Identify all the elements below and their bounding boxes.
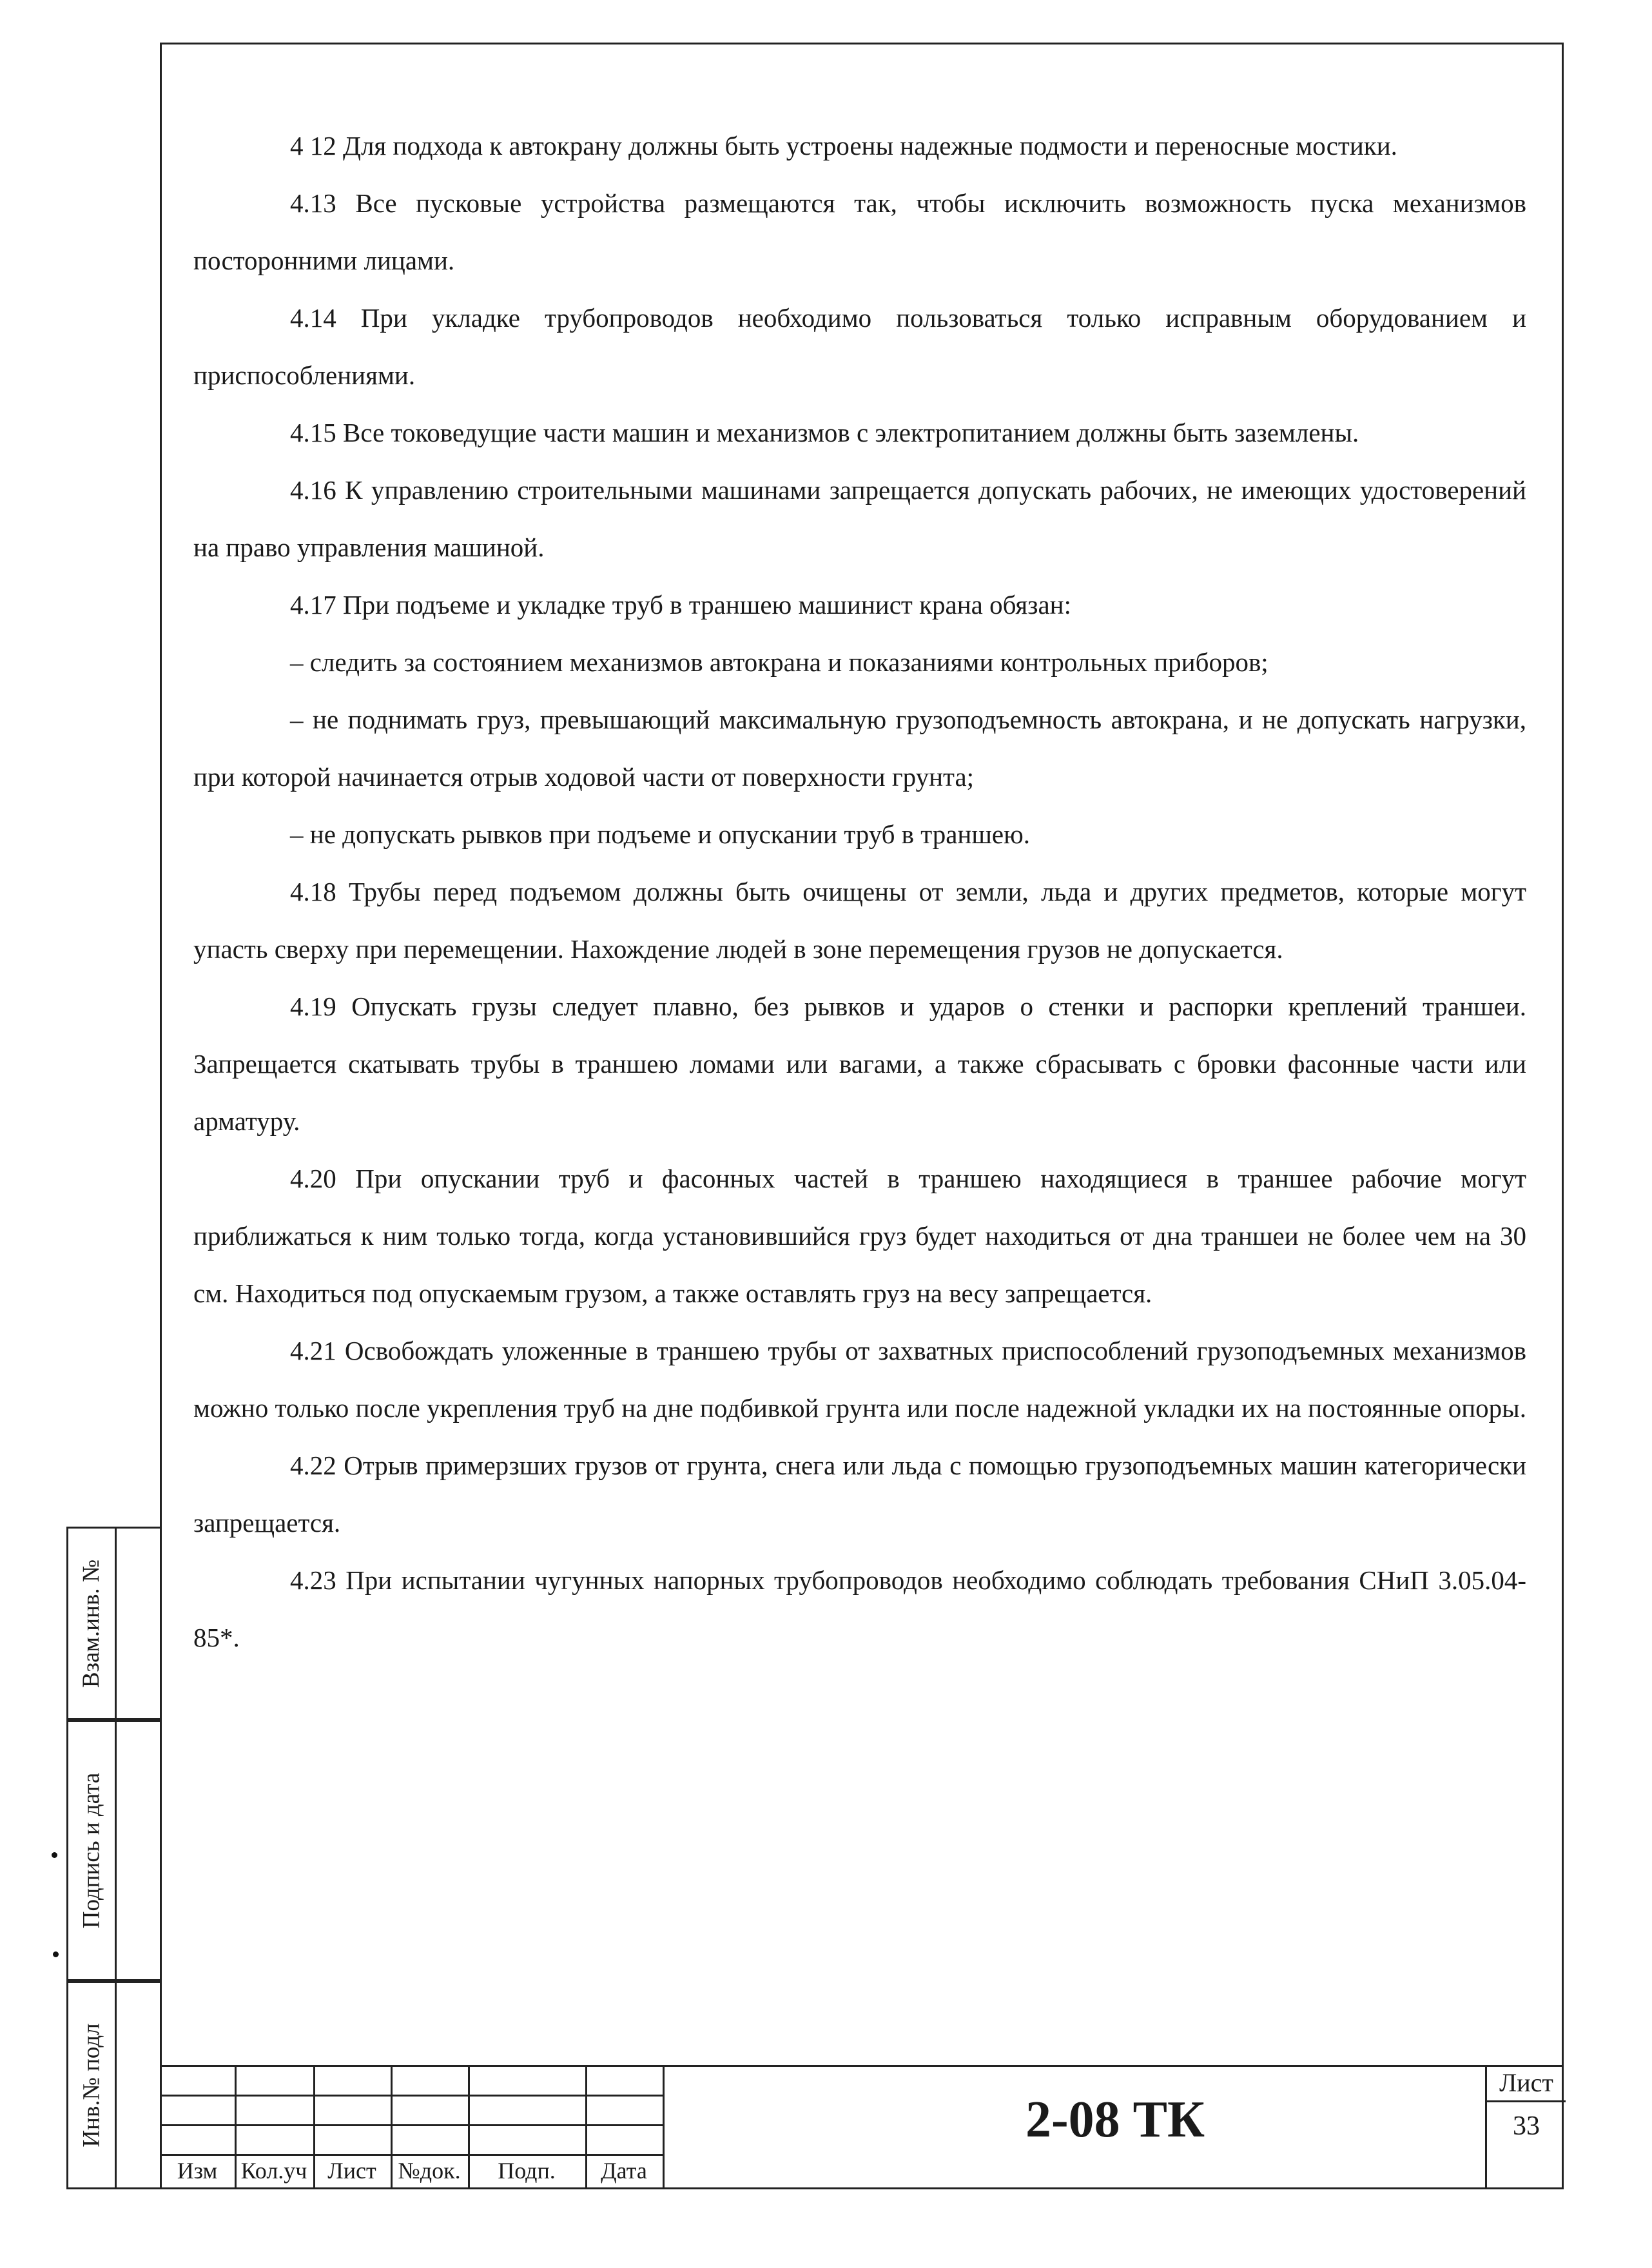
column-podp: Подп.: [498, 2158, 556, 2184]
paragraph-4-22: 4.22 Отрыв примерзших грузов от грунта, снега или льда с помощью грузоподъемных машин категорически запрещается.: [193, 1451, 1526, 1538]
side-stamp-zam-inv: [66, 1527, 160, 1720]
paragraph-4-16: 4.16 К управлению строительными машинами запрещается допускать рабочих, не имеющих удостоверений на право управления машиной.: [193, 475, 1526, 562]
side-stamp-inv-podl: [66, 1981, 160, 2189]
paragraph-4-12: 4 12 Для подхода к автокрану должны быть устроены надежные подмости и переносные мостики.: [290, 131, 1397, 161]
paragraph-4-14: 4.14 При укладке трубопроводов необходимо пользоваться только исправным оборудованием и приспособлениями.: [193, 303, 1526, 390]
title-block-main: [663, 2065, 1566, 2189]
paragraph-4-15: 4.15 Все токоведущие части машин и механизмов с электропитанием должны быть заземлены.: [290, 418, 1359, 447]
paragraph-4-13: 4.13 Все пусковые устройства размещаются так, чтобы исключить возможность пуска механизмов посторонними лицами.: [193, 188, 1526, 275]
side-stamp-podpis-data: [66, 1720, 160, 1981]
list-item-dash: – следить за состоянием механизмов автокрана и показаниями контрольных приборов;: [290, 647, 1268, 677]
paragraph-4-20: 4.20 При опускании труб и фасонных частей в траншею находящиеся в траншее рабочие могут приближаться к ним только тогда, когда установившийся груз будет находиться от дна траншеи не более чем на 30 см. Находиться под опускаемым грузом, а также оставлять груз на весу запрещается.: [193, 1164, 1526, 1308]
column-ndok: №док.: [398, 2158, 461, 2184]
paragraph-4-19: 4.19 Опускать грузы следует плавно, без рывков и ударов о стенки и распорки креплений траншеи. Запрещается скатывать трубы в траншею ломами или вагами, а также сбрасывать с бровки фасонные части или арматуру.: [193, 992, 1526, 1136]
sheet-number: 33: [1513, 2111, 1540, 2141]
column-izm: Изм: [177, 2158, 218, 2184]
list-item-dash: – не допускать рывков при подъеме и опускании труб в траншею.: [290, 819, 1030, 849]
sheet-label: Лист: [1487, 2065, 1566, 2102]
paragraph-4-17: 4.17 При подъеме и укладке труб в траншею машинист крана обязан:: [290, 590, 1072, 620]
document-body: [193, 117, 1526, 1667]
side-label-inv-podl: Инв.№ подл: [78, 2023, 105, 2147]
paragraph-4-18: 4.18 Трубы перед подъемом должны быть очищены от земли, льда и других предметов, которые могут упасть сверху при перемещении. Нахождение людей в зоне перемещения грузов не допускается.: [193, 877, 1526, 964]
revision-grid: [160, 2065, 663, 2189]
scan-dot-mark: [53, 1951, 59, 1957]
column-kol-uch: Кол.уч: [240, 2158, 307, 2184]
column-data: Дата: [601, 2158, 647, 2184]
side-label-podpis-data: Подпись и дата: [78, 1772, 105, 1929]
scan-dot-mark: [52, 1852, 57, 1858]
side-label-zam-inv: Взам.инв. №: [78, 1559, 105, 1688]
title-block: [160, 2065, 1564, 2189]
column-list: Лист: [327, 2158, 376, 2184]
list-item-dash: – не поднимать груз, превышающий максимальную грузоподъемность автокрана, и не допускать нагрузки, при которой начинается отрыв ходовой части от поверхности грунта;: [193, 705, 1526, 792]
paragraph-4-21: 4.21 Освобождать уложенные в траншею трубы от захватных приспособлений грузоподъемных механизмов можно только после укрепления труб на дне подбивкой грунта или после надежной укладки их на постоянные опоры.: [193, 1336, 1526, 1423]
paragraph-4-23: 4.23 При испытании чугунных напорных трубопроводов необходимо соблюдать требования СНиП 3.05.04-85*.: [193, 1565, 1526, 1652]
sheet-box: [1485, 2065, 1566, 2189]
document-code: 2-08 ТК: [1025, 2091, 1205, 2148]
